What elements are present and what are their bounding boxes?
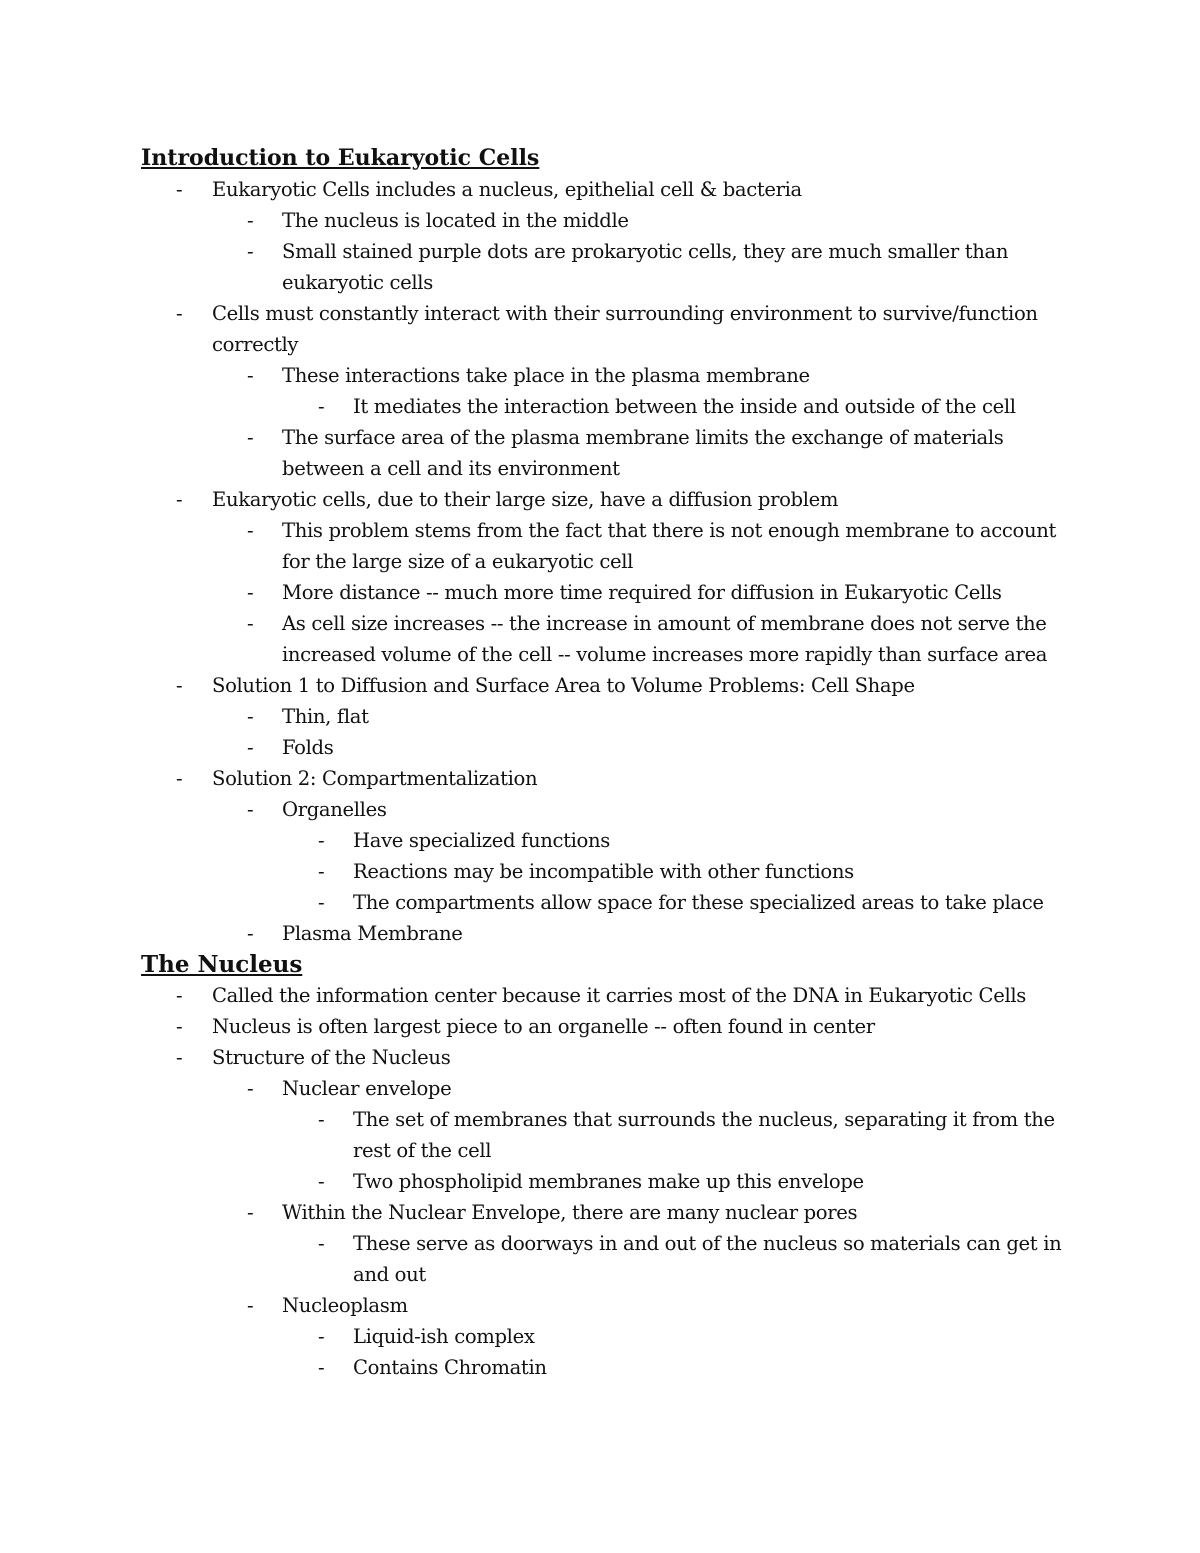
list-item	[141, 391, 1071, 422]
list-item	[141, 1011, 1071, 1042]
bullet-dash: -	[318, 1325, 325, 1348]
list-item	[141, 608, 1071, 670]
list-item-text: The compartments allow space for these specialized areas to take place	[353, 891, 1044, 914]
list-item	[141, 980, 1071, 1011]
bullet-dash: -	[247, 426, 254, 449]
list-item	[141, 732, 1071, 763]
section-heading-nucleus: The Nucleus	[141, 951, 303, 978]
list-item	[141, 794, 1071, 825]
bullet-dash: -	[247, 1201, 254, 1224]
bullet-dash: -	[247, 1077, 254, 1100]
list-item	[141, 1042, 1071, 1073]
list-item	[141, 1228, 1071, 1290]
bullet-dash: -	[176, 767, 183, 790]
bullet-dash: -	[247, 209, 254, 232]
list-item-text: Nucleus is often largest piece to an organelle -- often found in center	[212, 1015, 875, 1038]
list-item-text: Liquid-ish complex	[353, 1325, 535, 1348]
bullet-dash: -	[247, 581, 254, 604]
list-item-text: Structure of the Nucleus	[212, 1046, 451, 1069]
list-item-text: These interactions take place in the plasma membrane	[282, 364, 810, 387]
bullet-dash: -	[247, 736, 254, 759]
list-item-text: Contains Chromatin	[353, 1356, 547, 1379]
bullet-dash: -	[176, 178, 183, 201]
list-item-text: Solution 1 to Diffusion and Surface Area to Volume Problems: Cell Shape	[212, 674, 915, 697]
list-item	[141, 1290, 1071, 1321]
list-item	[141, 236, 1071, 298]
list-item	[141, 825, 1071, 856]
bullet-dash: -	[247, 612, 254, 635]
bullet-dash: -	[318, 1356, 325, 1379]
bullet-dash: -	[318, 860, 325, 883]
bullet-dash: -	[176, 488, 183, 511]
bullet-dash: -	[247, 1294, 254, 1317]
list-item	[141, 856, 1071, 887]
list-item	[141, 1104, 1071, 1166]
list-item	[141, 918, 1071, 949]
list-item-text: Reactions may be incompatible with other functions	[353, 860, 854, 883]
bullet-dash: -	[247, 240, 254, 263]
bullet-list-eukaryotic-cells	[141, 174, 1071, 949]
list-item-text: The set of membranes that surrounds the nucleus, separating it from the rest of the cell	[353, 1108, 1055, 1162]
bullet-dash: -	[318, 1232, 325, 1255]
list-item-text: Plasma Membrane	[282, 922, 463, 945]
list-item-text: Two phospholipid membranes make up this envelope	[353, 1170, 864, 1193]
list-item-text: Have specialized functions	[353, 829, 610, 852]
list-item-text: Eukaryotic Cells includes a nucleus, epithelial cell & bacteria	[212, 178, 802, 201]
list-item-text: Eukaryotic cells, due to their large size, have a diffusion problem	[212, 488, 839, 511]
bullet-dash: -	[247, 798, 254, 821]
list-item-text: Nuclear envelope	[282, 1077, 452, 1100]
bullet-dash: -	[176, 984, 183, 1007]
bullet-dash: -	[318, 1170, 325, 1193]
list-item-text: Within the Nuclear Envelope, there are many nuclear pores	[282, 1201, 858, 1224]
list-item-text: It mediates the interaction between the inside and outside of the cell	[353, 395, 1016, 418]
bullet-dash: -	[247, 364, 254, 387]
list-item	[141, 1321, 1071, 1352]
bullet-dash: -	[318, 1108, 325, 1131]
list-item-text: Small stained purple dots are prokaryotic cells, they are much smaller than eukaryotic cells	[282, 240, 1009, 294]
list-item	[141, 1197, 1071, 1228]
bullet-dash: -	[318, 829, 325, 852]
document-content	[141, 143, 1071, 1383]
bullet-dash: -	[176, 302, 183, 325]
bullet-dash: -	[247, 705, 254, 728]
section-heading-eukaryotic-cells: Introduction to Eukaryotic Cells	[141, 145, 540, 171]
list-item	[141, 577, 1071, 608]
list-item-text: Thin, flat	[282, 705, 369, 728]
bullet-dash: -	[176, 674, 183, 697]
list-item	[141, 174, 1071, 205]
list-item	[141, 515, 1071, 577]
list-item	[141, 670, 1071, 701]
list-item-text: The surface area of the plasma membrane limits the exchange of materials between a cell and its environment	[282, 426, 1004, 480]
list-item	[141, 298, 1071, 360]
list-item	[141, 205, 1071, 236]
bullet-dash: -	[247, 519, 254, 542]
bullet-dash: -	[247, 922, 254, 945]
list-item-text: Folds	[282, 736, 334, 759]
list-item-text: Solution 2: Compartmentalization	[212, 767, 538, 790]
list-item-text: As cell size increases -- the increase in amount of membrane does not serve the increased volume of the cell -- volume increases more rapidly than surface area	[282, 612, 1048, 666]
list-item	[141, 887, 1071, 918]
list-item-text: Cells must constantly interact with their surrounding environment to survive/function correctly	[212, 302, 1038, 356]
list-item-text: This problem stems from the fact that there is not enough membrane to account for the large size of a eukaryotic cell	[282, 519, 1057, 573]
list-item-text: These serve as doorways in and out of the nucleus so materials can get in and out	[353, 1232, 1062, 1286]
list-item	[141, 422, 1071, 484]
list-item	[141, 701, 1071, 732]
list-item	[141, 484, 1071, 515]
list-item	[141, 763, 1071, 794]
bullet-dash: -	[176, 1015, 183, 1038]
list-item	[141, 360, 1071, 391]
list-item	[141, 1073, 1071, 1104]
bullet-dash: -	[176, 1046, 183, 1069]
list-item-text: Organelles	[282, 798, 387, 821]
bullet-list-nucleus	[141, 980, 1071, 1383]
list-item	[141, 1352, 1071, 1383]
list-item-text: More distance -- much more time required for diffusion in Eukaryotic Cells	[282, 581, 1002, 604]
bullet-dash: -	[318, 395, 325, 418]
bullet-dash: -	[318, 891, 325, 914]
list-item-text: Called the information center because it carries most of the DNA in Eukaryotic Cells	[212, 984, 1026, 1007]
list-item	[141, 1166, 1071, 1197]
list-item-text: Nucleoplasm	[282, 1294, 408, 1317]
list-item-text: The nucleus is located in the middle	[282, 209, 629, 232]
